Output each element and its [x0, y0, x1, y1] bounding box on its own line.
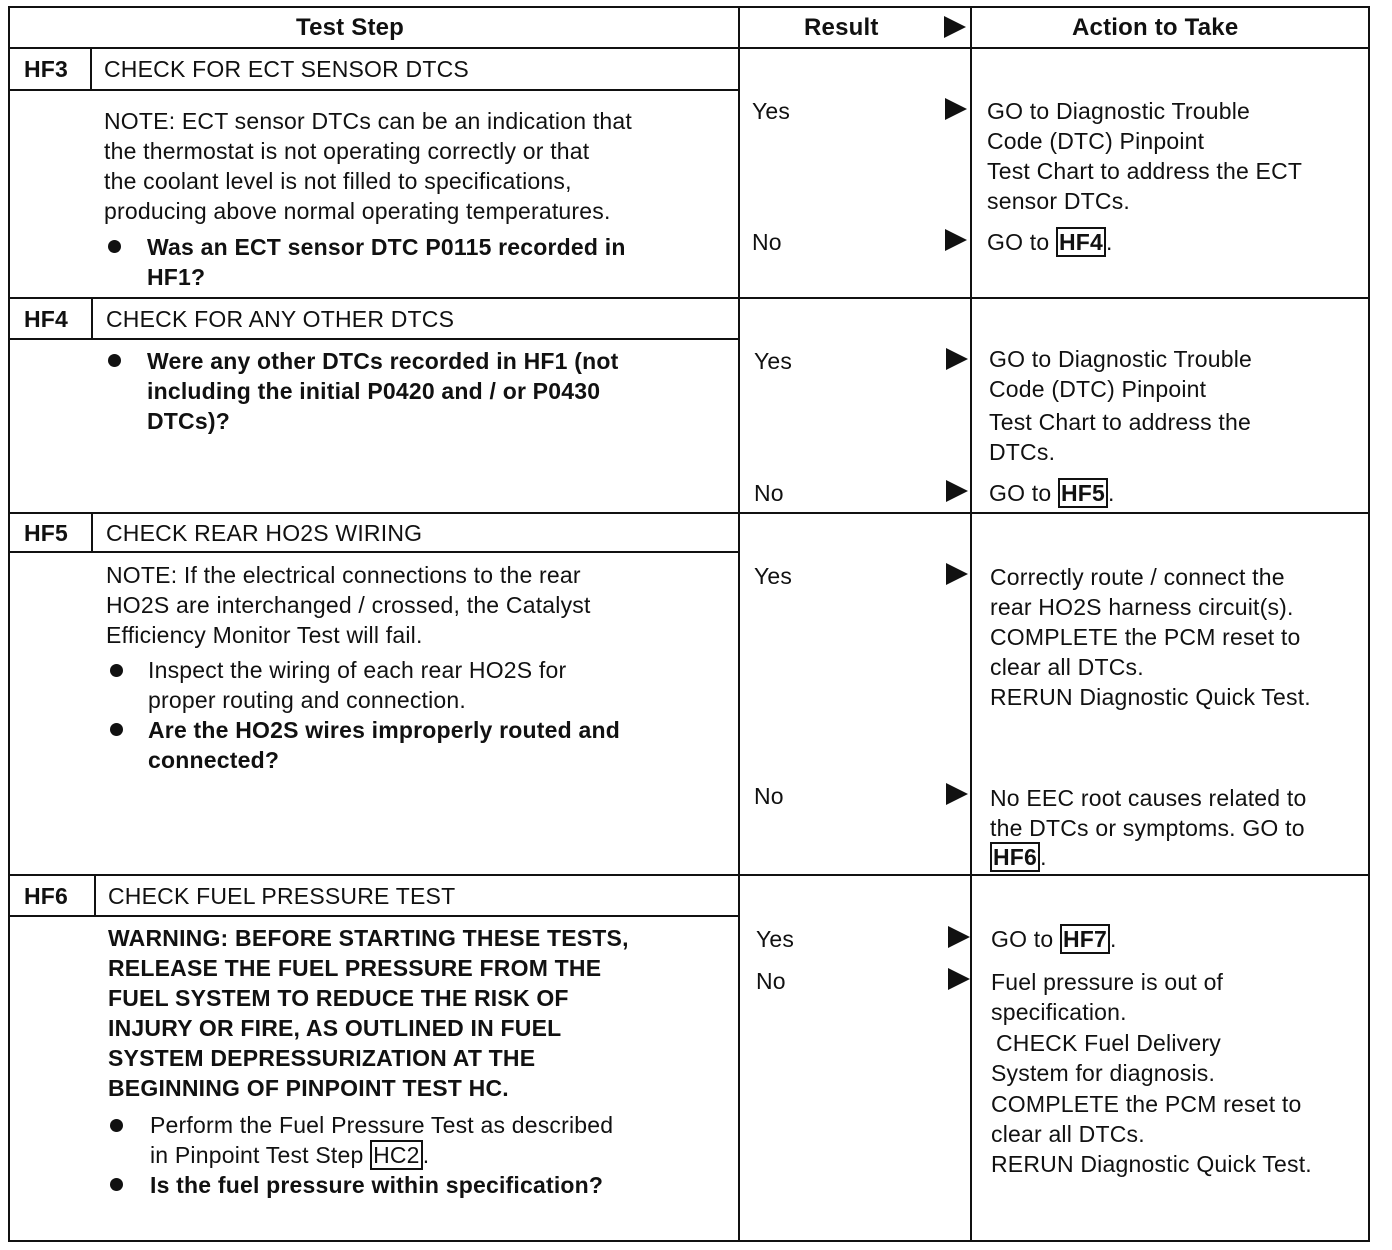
table-border-left [8, 6, 10, 1242]
hf5-yes-action-line: clear all DTCs. [990, 654, 1144, 680]
hf6-title-underline [8, 915, 739, 917]
hf3-yes-action-line: sensor DTCs. [987, 188, 1130, 214]
hf3-note-line: the thermostat is not operating correctly or that [104, 138, 590, 164]
hf4-id-divider [91, 297, 93, 339]
hf5-step-id: HF5 [24, 520, 69, 546]
hf6-no-action-line: COMPLETE the PCM reset to [991, 1091, 1302, 1117]
hf5-id-divider [91, 512, 93, 552]
column-divider-result [738, 6, 740, 1242]
hf6-no-label: No [756, 968, 786, 994]
hf3-no-arrow-icon [945, 229, 967, 251]
hf6-yes-action-prefix: GO to [991, 926, 1054, 952]
hf3-no-action-prefix: GO to [987, 229, 1050, 255]
hf5-no-action-line: the DTCs or symptoms. GO to [990, 815, 1305, 841]
hf4-step-id: HF4 [24, 306, 69, 332]
hf6-no-action-line: specification. [991, 999, 1127, 1025]
bullet-icon [110, 1119, 123, 1132]
hf5-no-action-ref-line [990, 842, 1047, 872]
hf6-no-action-line: clear all DTCs. [991, 1121, 1145, 1147]
hf6-no-arrow-icon [948, 968, 970, 990]
hf5-note-line: Efficiency Monitor Test will fail. [106, 622, 423, 648]
hf4-yes-action-line: DTCs. [989, 439, 1056, 465]
hf4-step-title: CHECK FOR ANY OTHER DTCS [106, 306, 455, 332]
header-result: Result [804, 14, 879, 41]
hf3-no-action-suffix: . [1106, 229, 1113, 255]
hf6-warning-line: BEGINNING OF PINPOINT TEST HC. [108, 1075, 509, 1101]
hf4-question-line: DTCs)? [147, 408, 230, 434]
hf6-warning-line: RELEASE THE FUEL PRESSURE FROM THE [108, 955, 602, 981]
hf5-yes-action-line: RERUN Diagnostic Quick Test. [990, 684, 1311, 710]
hf3-no-action [987, 227, 1113, 257]
bullet-icon [108, 240, 121, 253]
hf6-instruction-prefix: in Pinpoint Test Step [150, 1142, 364, 1168]
hf4-title-underline [8, 338, 739, 340]
hc2-link[interactable]: HC2 [370, 1140, 423, 1170]
hf5-step-title: CHECK REAR HO2S WIRING [106, 520, 423, 546]
hf4-question-line: Were any other DTCs recorded in HF1 (not [147, 348, 619, 374]
hf4-no-label: No [754, 480, 784, 506]
header-arrow-icon [944, 16, 966, 38]
hf6-yes-arrow-icon [948, 926, 970, 948]
hf4-question-line: including the initial P0420 and / or P0430 [147, 378, 601, 404]
hf4-yes-action-line: Test Chart to address the [989, 409, 1251, 435]
hf3-yes-action-line: GO to Diagnostic Trouble [987, 98, 1251, 124]
hf4-yes-action-line: GO to Diagnostic Trouble [989, 346, 1253, 372]
hf4-yes-label: Yes [754, 348, 793, 374]
hf3-title-underline [8, 89, 739, 91]
hf6-no-action-line: CHECK Fuel Delivery [996, 1030, 1221, 1056]
hf3-step-title: CHECK FOR ECT SENSOR DTCS [104, 56, 469, 82]
hf3-note-line: the coolant level is not filled to specifications, [104, 168, 572, 194]
hf4-no-action-suffix: . [1108, 480, 1115, 506]
hf5-yes-arrow-icon [946, 563, 968, 585]
table-border-bottom [8, 1240, 1370, 1242]
hf6-question-line: Is the fuel pressure within specification? [150, 1172, 604, 1198]
hf5-yes-label: Yes [754, 563, 793, 589]
row-divider-hf4 [8, 297, 1370, 299]
hf6-warning-line: WARNING: BEFORE STARTING THESE TESTS, [108, 925, 629, 951]
row-divider-hf6 [8, 874, 1370, 876]
hf5-yes-action-line: COMPLETE the PCM reset to [990, 624, 1301, 650]
hf6-yes-action-suffix: . [1110, 926, 1117, 952]
hf5-question-line: Are the HO2S wires improperly routed and [148, 717, 620, 743]
hf6-warning-line: INJURY OR FIRE, AS OUTLINED IN FUEL [108, 1015, 562, 1041]
hf6-no-action-line: System for diagnosis. [991, 1060, 1216, 1086]
hf4-no-arrow-icon [946, 480, 968, 502]
hf6-no-action-line: RERUN Diagnostic Quick Test. [991, 1151, 1312, 1177]
hf3-question-line: HF1? [147, 264, 206, 290]
hf3-yes-arrow-icon [945, 98, 967, 120]
hf3-yes-action-line: Test Chart to address the ECT [987, 158, 1303, 184]
hf6-step-id: HF6 [24, 883, 69, 909]
hf6-instruction-suffix: . [422, 1142, 430, 1168]
hf6-id-divider [94, 874, 96, 916]
hf5-note-line: NOTE: If the electrical connections to the rear [106, 562, 581, 588]
hf6-step-title: CHECK FUEL PRESSURE TEST [108, 883, 456, 909]
hf6-instruction-line: Perform the Fuel Pressure Test as described [150, 1112, 614, 1138]
hf5-instruction-line: Inspect the wiring of each rear HO2S for [148, 657, 567, 683]
hf5-no-action-suffix: . [1040, 844, 1047, 870]
bullet-icon [110, 1178, 123, 1191]
hf5-note-line: HO2S are interchanged / crossed, the Catalyst [106, 592, 591, 618]
hf5-yes-action-line: Correctly route / connect the [990, 564, 1285, 590]
header-action: Action to Take [1072, 14, 1239, 41]
hf6-yes-action [991, 924, 1117, 954]
column-divider-action [970, 6, 972, 1242]
hf5-instruction-line: proper routing and connection. [148, 687, 466, 713]
table-border-right [1368, 6, 1370, 1242]
bullet-icon [110, 664, 123, 677]
hf5-yes-action-line: rear HO2S harness circuit(s). [990, 594, 1294, 620]
hf5-no-label: No [754, 783, 784, 809]
hf6-warning-line: SYSTEM DEPRESSURIZATION AT THE [108, 1045, 536, 1071]
hf5-link[interactable]: HF5 [1058, 478, 1108, 508]
hf5-question-line: connected? [148, 747, 280, 773]
hf3-no-label: No [752, 229, 782, 255]
hf5-title-underline [8, 551, 739, 553]
hf5-no-arrow-icon [946, 783, 968, 805]
bullet-icon [108, 354, 121, 367]
hf3-question-line: Was an ECT sensor DTC P0115 recorded in [147, 234, 626, 260]
bullet-icon [110, 723, 123, 736]
header-divider [8, 47, 1370, 49]
hf6-link[interactable]: HF6 [990, 842, 1040, 872]
hf3-note-line: producing above normal operating temperatures. [104, 198, 611, 224]
hf6-yes-label: Yes [756, 926, 795, 952]
hf3-note-line: NOTE: ECT sensor DTCs can be an indication that [104, 108, 632, 134]
hf6-warning-line: FUEL SYSTEM TO REDUCE THE RISK OF [108, 985, 569, 1011]
hf3-id-divider [90, 47, 92, 90]
table-border-top [8, 6, 1370, 8]
hf4-yes-action-line: Code (DTC) Pinpoint [989, 376, 1207, 402]
hf4-no-action-prefix: GO to [989, 480, 1052, 506]
hf3-yes-label: Yes [752, 98, 791, 124]
row-divider-hf5 [8, 512, 1370, 514]
hf4-link[interactable]: HF4 [1056, 227, 1106, 257]
hf6-instruction-line2 [150, 1140, 429, 1170]
hf7-link[interactable]: HF7 [1060, 924, 1110, 954]
hf4-no-action [989, 478, 1115, 508]
header-test-step: Test Step [296, 14, 405, 41]
hf3-yes-action-line: Code (DTC) Pinpoint [987, 128, 1205, 154]
hf4-yes-arrow-icon [946, 348, 968, 370]
hf3-step-id: HF3 [24, 56, 69, 82]
hf5-no-action-line: No EEC root causes related to [990, 785, 1307, 811]
hf6-no-action-line: Fuel pressure is out of [991, 969, 1224, 995]
